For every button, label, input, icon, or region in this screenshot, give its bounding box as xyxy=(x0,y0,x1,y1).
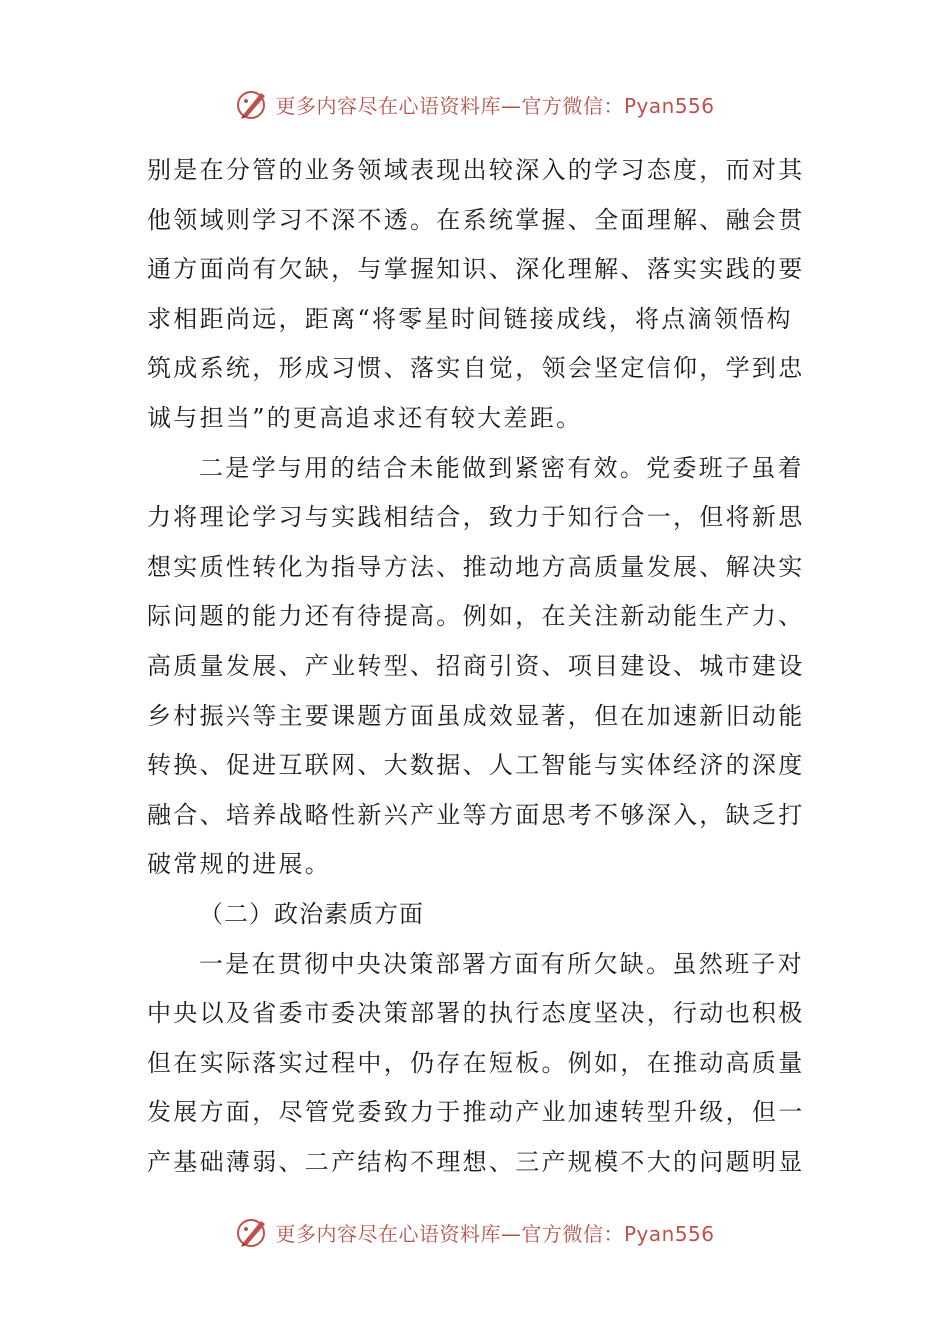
text-line: 际问题的能力还有待提高。例如，在关注新动能生产力、 xyxy=(147,602,805,631)
watermark-wechat-id: Pyan556 xyxy=(623,1221,715,1246)
watermark-separator: — xyxy=(500,1221,522,1246)
watermark-text xyxy=(275,90,714,119)
text-line: 中央以及省委市委决策部署的执行态度坚决，行动也积极 xyxy=(147,999,805,1028)
watermark-text xyxy=(275,1218,714,1247)
watermark-contact: 官方微信： xyxy=(521,1221,624,1246)
text-line: 别是在分管的业务领域表现出较深入的学习态度，而对其 xyxy=(147,156,805,184)
pen-logo-icon xyxy=(235,1215,269,1249)
pen-logo-icon xyxy=(235,87,269,121)
watermark-contact: 官方微信： xyxy=(521,93,624,118)
watermark-brand: 更多内容尽在心语资料库 xyxy=(275,1221,501,1246)
text-line: 但在实际落实过程中，仍存在短板。例如，在推动高质量 xyxy=(147,1048,805,1077)
text-line: 破常规的进展。 xyxy=(147,850,332,879)
footer-watermark xyxy=(0,1212,950,1252)
header-watermark xyxy=(0,84,950,124)
text-line: 转换、促进互联网、大数据、人工智能与实体经济的深度 xyxy=(147,751,805,780)
watermark-wechat-id: Pyan556 xyxy=(623,93,715,118)
text-line: 力将理论学习与实践相结合，致力于知行合一，但将新思 xyxy=(147,503,805,532)
paragraph-start: 一是在贯彻中央决策部署方面有所欠缺。虽然班子对 xyxy=(199,949,804,978)
text-line: 诚与担当”的更高追求还有较大差距。 xyxy=(147,403,583,432)
text-line: 融合、培养战略性新兴产业等方面思考不够深入，缺乏打 xyxy=(147,800,805,829)
text-line: 筑成系统，形成习惯、落实自觉，领会坚定信仰，学到忠 xyxy=(147,354,805,383)
text-line: 通方面尚有欠缺，与掌握知识、深化理解、落实实践的要 xyxy=(147,255,805,284)
text-line: 求相距尚远，距离“将零星时间链接成线，将点滴领悟构 xyxy=(147,304,793,333)
paragraph-start: 二是学与用的结合未能做到紧密有效。党委班子虽着 xyxy=(199,453,804,482)
text-line: 高质量发展、产业转型、招商引资、项目建设、城市建设 xyxy=(147,651,805,680)
watermark-separator: — xyxy=(500,93,522,118)
section-heading: （二）政治素质方面 xyxy=(199,899,424,928)
text-line: 他领域则学习不深不透。在系统掌握、全面理解、融会贯 xyxy=(147,205,805,234)
watermark-brand: 更多内容尽在心语资料库 xyxy=(275,93,501,118)
document-body xyxy=(147,146,807,1187)
text-line: 产基础薄弱、二产结构不理想、三产规模不大的问题明显 xyxy=(147,1147,805,1176)
text-line: 想实质性转化为指导方法、推动地方高质量发展、解决实 xyxy=(147,552,805,581)
text-line: 发展方面，尽管党委致力于推动产业加速转型升级，但一 xyxy=(147,1098,805,1127)
text-line: 乡村振兴等主要课题方面虽成效显著，但在加速新旧动能 xyxy=(147,701,805,730)
